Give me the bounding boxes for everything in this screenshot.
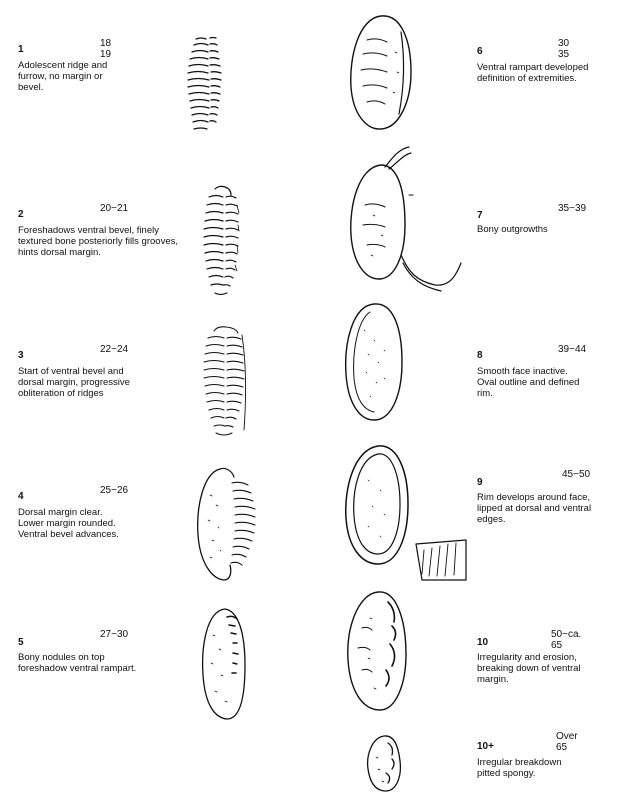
phase-description: Irregular breakdown pitted spongy. <box>477 757 562 779</box>
phase-age: 50−ca. 65 <box>551 629 582 651</box>
phase-description: Ventral rampart developed definition of extremities. <box>477 62 589 84</box>
phase-number: 10 <box>477 637 489 648</box>
phase-number: 1 <box>18 44 24 55</box>
phase-number: 5 <box>18 637 24 648</box>
phase-10-symphysis-sketch <box>340 588 420 718</box>
phase-age: 18 19 <box>100 38 112 60</box>
phase-age: 45−50 <box>562 469 591 480</box>
phase-description: Adolescent ridge and furrow, no margin or bevel. <box>18 60 108 93</box>
phase-6-symphysis-sketch <box>345 12 420 134</box>
phase-10-plus-symphysis-sketch <box>362 733 408 795</box>
phase-age: 20−21 <box>100 203 129 214</box>
phase-description: Rim develops around face, lipped at dorsal and ventral edges. <box>477 492 592 525</box>
phase-age: 25−26 <box>100 485 129 496</box>
phase-description: Smooth face inactive. Oval outline and defined rim. <box>477 366 580 399</box>
phase-age: 35−39 <box>558 203 587 214</box>
phase-number: 6 <box>477 46 483 57</box>
phase-age: 22−24 <box>100 344 129 355</box>
phase-7-symphysis-sketch <box>345 145 470 305</box>
phase-4-symphysis-sketch <box>190 465 265 585</box>
phase-8-symphysis-sketch <box>340 300 412 425</box>
phase-description: Foreshadows ventral bevel, finely textured bone posteriorly fills grooves, hints dorsal margin. <box>18 225 178 258</box>
phase-number: 2 <box>18 209 24 220</box>
phase-description: Dorsal margin clear. Lower margin rounded. Ventral bevel advances. <box>18 507 119 540</box>
phase-number: 8 <box>477 350 483 361</box>
phase-5-symphysis-sketch <box>195 605 255 723</box>
phase-3-symphysis-sketch <box>198 325 256 440</box>
phase-1-symphysis-sketch <box>180 35 230 140</box>
phase-age: 39−44 <box>558 344 587 355</box>
phase-number: 3 <box>18 350 24 361</box>
phase-description: Irregularity and erosion, breaking down of ventral margin. <box>477 652 581 685</box>
phase-9-symphysis-sketch <box>338 440 473 585</box>
phase-number: 9 <box>477 477 483 488</box>
phase-age: Over 65 <box>556 731 578 753</box>
phase-number: 4 <box>18 491 24 502</box>
phase-2-symphysis-sketch <box>197 185 247 300</box>
phase-number: 7 <box>477 210 483 221</box>
phase-description: Bony outgrowths <box>477 224 548 235</box>
phase-number: 10+ <box>477 741 494 752</box>
phase-age: 27−30 <box>100 629 129 640</box>
phase-description: Bony nodules on top foreshadow ventral rampart. <box>18 652 137 674</box>
phase-age: 30 35 <box>558 38 570 60</box>
phase-description: Start of ventral bevel and dorsal margin, progressive obliteration of ridges <box>18 366 130 399</box>
